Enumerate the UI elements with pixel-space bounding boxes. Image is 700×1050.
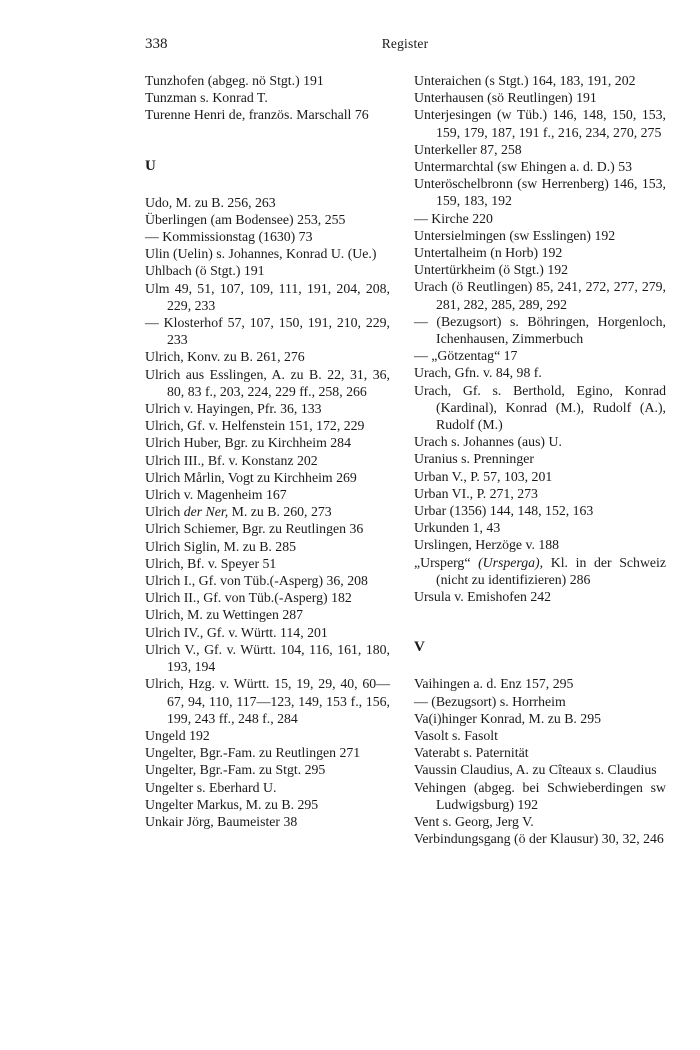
index-entry: Unteraichen (s Stgt.) 164, 183, 191, 202 (414, 73, 636, 88)
index-entry: Vehingen (abgeg. bei Schwieberdingen sw Ludwigsburg) 192 (414, 779, 666, 812)
entry-italic-text: der Ner, (183, 504, 229, 520)
index-column-left (145, 72, 390, 830)
entry-text: Ulrich (145, 504, 184, 520)
index-entry: Urban V., P. 57, 103, 201 (414, 468, 553, 484)
index-entry: Ulrich Huber, Bgr. zu Kirchheim 284 (145, 435, 351, 451)
index-entry: Ulrich, Gf. v. Helfenstein 151, 172, 229 (145, 418, 365, 434)
index-entry: Untertalheim (n Horb) 192 (414, 245, 563, 261)
index-entries-v (414, 675, 666, 847)
index-entry: Vaussin Claudius, A. zu Cîteaux s. Claudius (414, 762, 657, 778)
index-entry: Uranius s. Prenninger (414, 451, 534, 467)
index-entry: Vasolt s. Fasolt (414, 727, 498, 743)
index-entry: Unkair Jörg, Baumeister 38 (145, 813, 298, 829)
index-column-right (414, 72, 666, 847)
index-entry: — „Götzentag“ 17 (414, 348, 518, 364)
index-entry: Vaihingen a. d. Enz 157, 295 (414, 676, 574, 692)
index-entry: Va(i)hinger Konrad, M. zu B. 295 (414, 710, 601, 726)
index-entry: Tunzman s. Konrad T. (145, 90, 268, 106)
index-entry: Ungelter s. Eberhard U. (145, 779, 277, 795)
index-entry: Ulrich, Konv. zu B. 261, 276 (145, 349, 305, 365)
index-entry: Udo, M. zu B. 256, 263 (145, 194, 276, 210)
index-entries-u3 (414, 72, 666, 554)
index-entry: Ulrich, Hzg. v. Württ. 15, 19, 29, 40, 60—67, 94, 110, 117—123, 149, 153 f., 156, 199, 243 ff., 248 f., 284 (145, 676, 390, 726)
index-entry: Unterkeller 87, 258 (414, 141, 522, 157)
entry-text: Kl. in der Schweiz (nicht zu identifizieren) 286 (436, 554, 666, 587)
index-entry: — Klosterhof 57, 107, 150, 191, 210, 229, 233 (145, 315, 390, 348)
index-entry: Ulm 49, 51, 107, 109, 111, 191, 204, 208, 229, 233 (145, 280, 390, 313)
index-entry: Unteröschelbronn (sw Herrenberg) 146, 153, 159, 183, 192 (414, 176, 666, 209)
entry-italic-text: (Ursperga), (478, 554, 544, 570)
index-entry-ursperg (414, 554, 666, 588)
index-entry: Uhlbach (ö Stgt.) 191 (145, 263, 265, 279)
index-entry: Vent s. Georg, Jerg V. (414, 813, 534, 829)
page-header (145, 36, 665, 56)
index-entries-u1 (145, 194, 390, 504)
index-entry: Ulrich v. Hayingen, Pfr. 36, 133 (145, 401, 322, 417)
index-entry: Turenne Henri de, französ. Marschall 76 (145, 107, 369, 123)
index-entry-ulrich-der-ner (145, 503, 390, 520)
index-entry: — Kommissionstag (1630) 73 (145, 229, 313, 245)
index-entry: Unterjesingen (w Tüb.) 146, 148, 150, 153, 159, 179, 187, 191 f., 216, 234, 270, 275 (414, 107, 666, 140)
index-entry: Urach (ö Reutlingen) 85, 241, 272, 277, 279, 281, 282, 285, 289, 292 (414, 279, 666, 312)
index-entry: Vaterabt s. Paternität (414, 745, 529, 761)
running-head: Register (381, 36, 429, 51)
index-entry: Untersielmingen (sw Esslingen) 192 (414, 227, 616, 243)
index-entry: Ulrich, M. zu Wettingen 287 (145, 607, 304, 623)
index-entry: Unterhausen (sö Reutlingen) 191 (414, 90, 597, 106)
index-entry: Ursula v. Emishofen 242 (414, 589, 552, 605)
index-entry: Ulrich Mårlin, Vogt zu Kirchheim 269 (145, 469, 357, 485)
index-entry: — Kirche 220 (414, 210, 493, 226)
index-entry: Überlingen (am Bodensee) 253, 255 (145, 211, 346, 227)
index-entry: Urach, Gfn. v. 84, 98 f. (414, 365, 542, 381)
index-entry: Urach, Gf. s. Berthold, Egino, Konrad (Kardinal), Konrad (M.), Rudolf (A.), Rudolf (M.) (414, 382, 666, 433)
index-entry: — (Bezugsort) s. Horrheim (414, 693, 566, 709)
index-entries-t (145, 72, 390, 124)
index-entry: Untertürkheim (ö Stgt.) 192 (414, 262, 569, 278)
index-entry: Ulrich, Bf. v. Speyer 51 (145, 555, 277, 571)
entry-text: M. zu B. 260, 273 (228, 504, 332, 520)
index-entry: Urach s. Johannes (aus) U. (414, 434, 562, 450)
index-entry: Urbar (1356) 144, 148, 152, 163 (414, 503, 594, 519)
page-number: 338 (145, 36, 168, 52)
section-letter-v: V (414, 639, 425, 656)
index-entry: Ungeld 192 (145, 727, 210, 743)
index-entry: Urslingen, Herzöge v. 188 (414, 537, 560, 553)
index-entry: — (Bezugsort) s. Böhringen, Horgenloch, Ichenhausen, Zimmerbuch (414, 313, 666, 347)
index-entry: Ungelter, Bgr.-Fam. zu Reutlingen 271 (145, 745, 361, 761)
index-entry: Tunzhofen (abgeg. nö Stgt.) 191 (145, 73, 324, 88)
index-entry: Ulin (Uelin) s. Johannes, Konrad U. (Ue.) (145, 246, 377, 262)
index-entry: Ulrich III., Bf. v. Konstanz 202 (145, 452, 318, 468)
index-entry: Ulrich II., Gf. von Tüb.(-Asperg) 182 (145, 590, 352, 606)
index-entries-u4 (414, 588, 666, 605)
index-entry: Urkunden 1, 43 (414, 520, 501, 536)
index-entry: Ulrich Schiemer, Bgr. zu Reutlingen 36 (145, 521, 364, 537)
index-entry: Ulrich I., Gf. von Tüb.(-Asperg) 36, 208 (145, 573, 368, 589)
index-entries-u2 (145, 520, 390, 830)
index-entry: Urban VI., P. 271, 273 (414, 485, 538, 501)
index-entry: Ulrich V., Gf. v. Württ. 104, 116, 161, 180, 193, 194 (145, 641, 390, 675)
index-entry: Ulrich aus Esslingen, A. zu B. 22, 31, 36, 80, 83 f., 203, 224, 229 ff., 258, 266 (145, 366, 390, 399)
index-entry: Ulrich Siglin, M. zu B. 285 (145, 538, 296, 554)
index-entry: Untermarchtal (sw Ehingen a. d. D.) 53 (414, 159, 633, 175)
index-entry: Ulrich IV., Gf. v. Württ. 114, 201 (145, 624, 328, 640)
entry-text: „Ursperg“ (414, 554, 479, 570)
section-letter-u: U (145, 157, 156, 174)
index-entry: Ungelter, Bgr.-Fam. zu Stgt. 295 (145, 762, 326, 778)
index-entry: Ulrich v. Magenheim 167 (145, 487, 287, 503)
index-entry: Verbindungsgang (ö der Klausur) 30, 32, 246 (414, 831, 664, 847)
index-entry: Ungelter Markus, M. zu B. 295 (145, 796, 319, 812)
